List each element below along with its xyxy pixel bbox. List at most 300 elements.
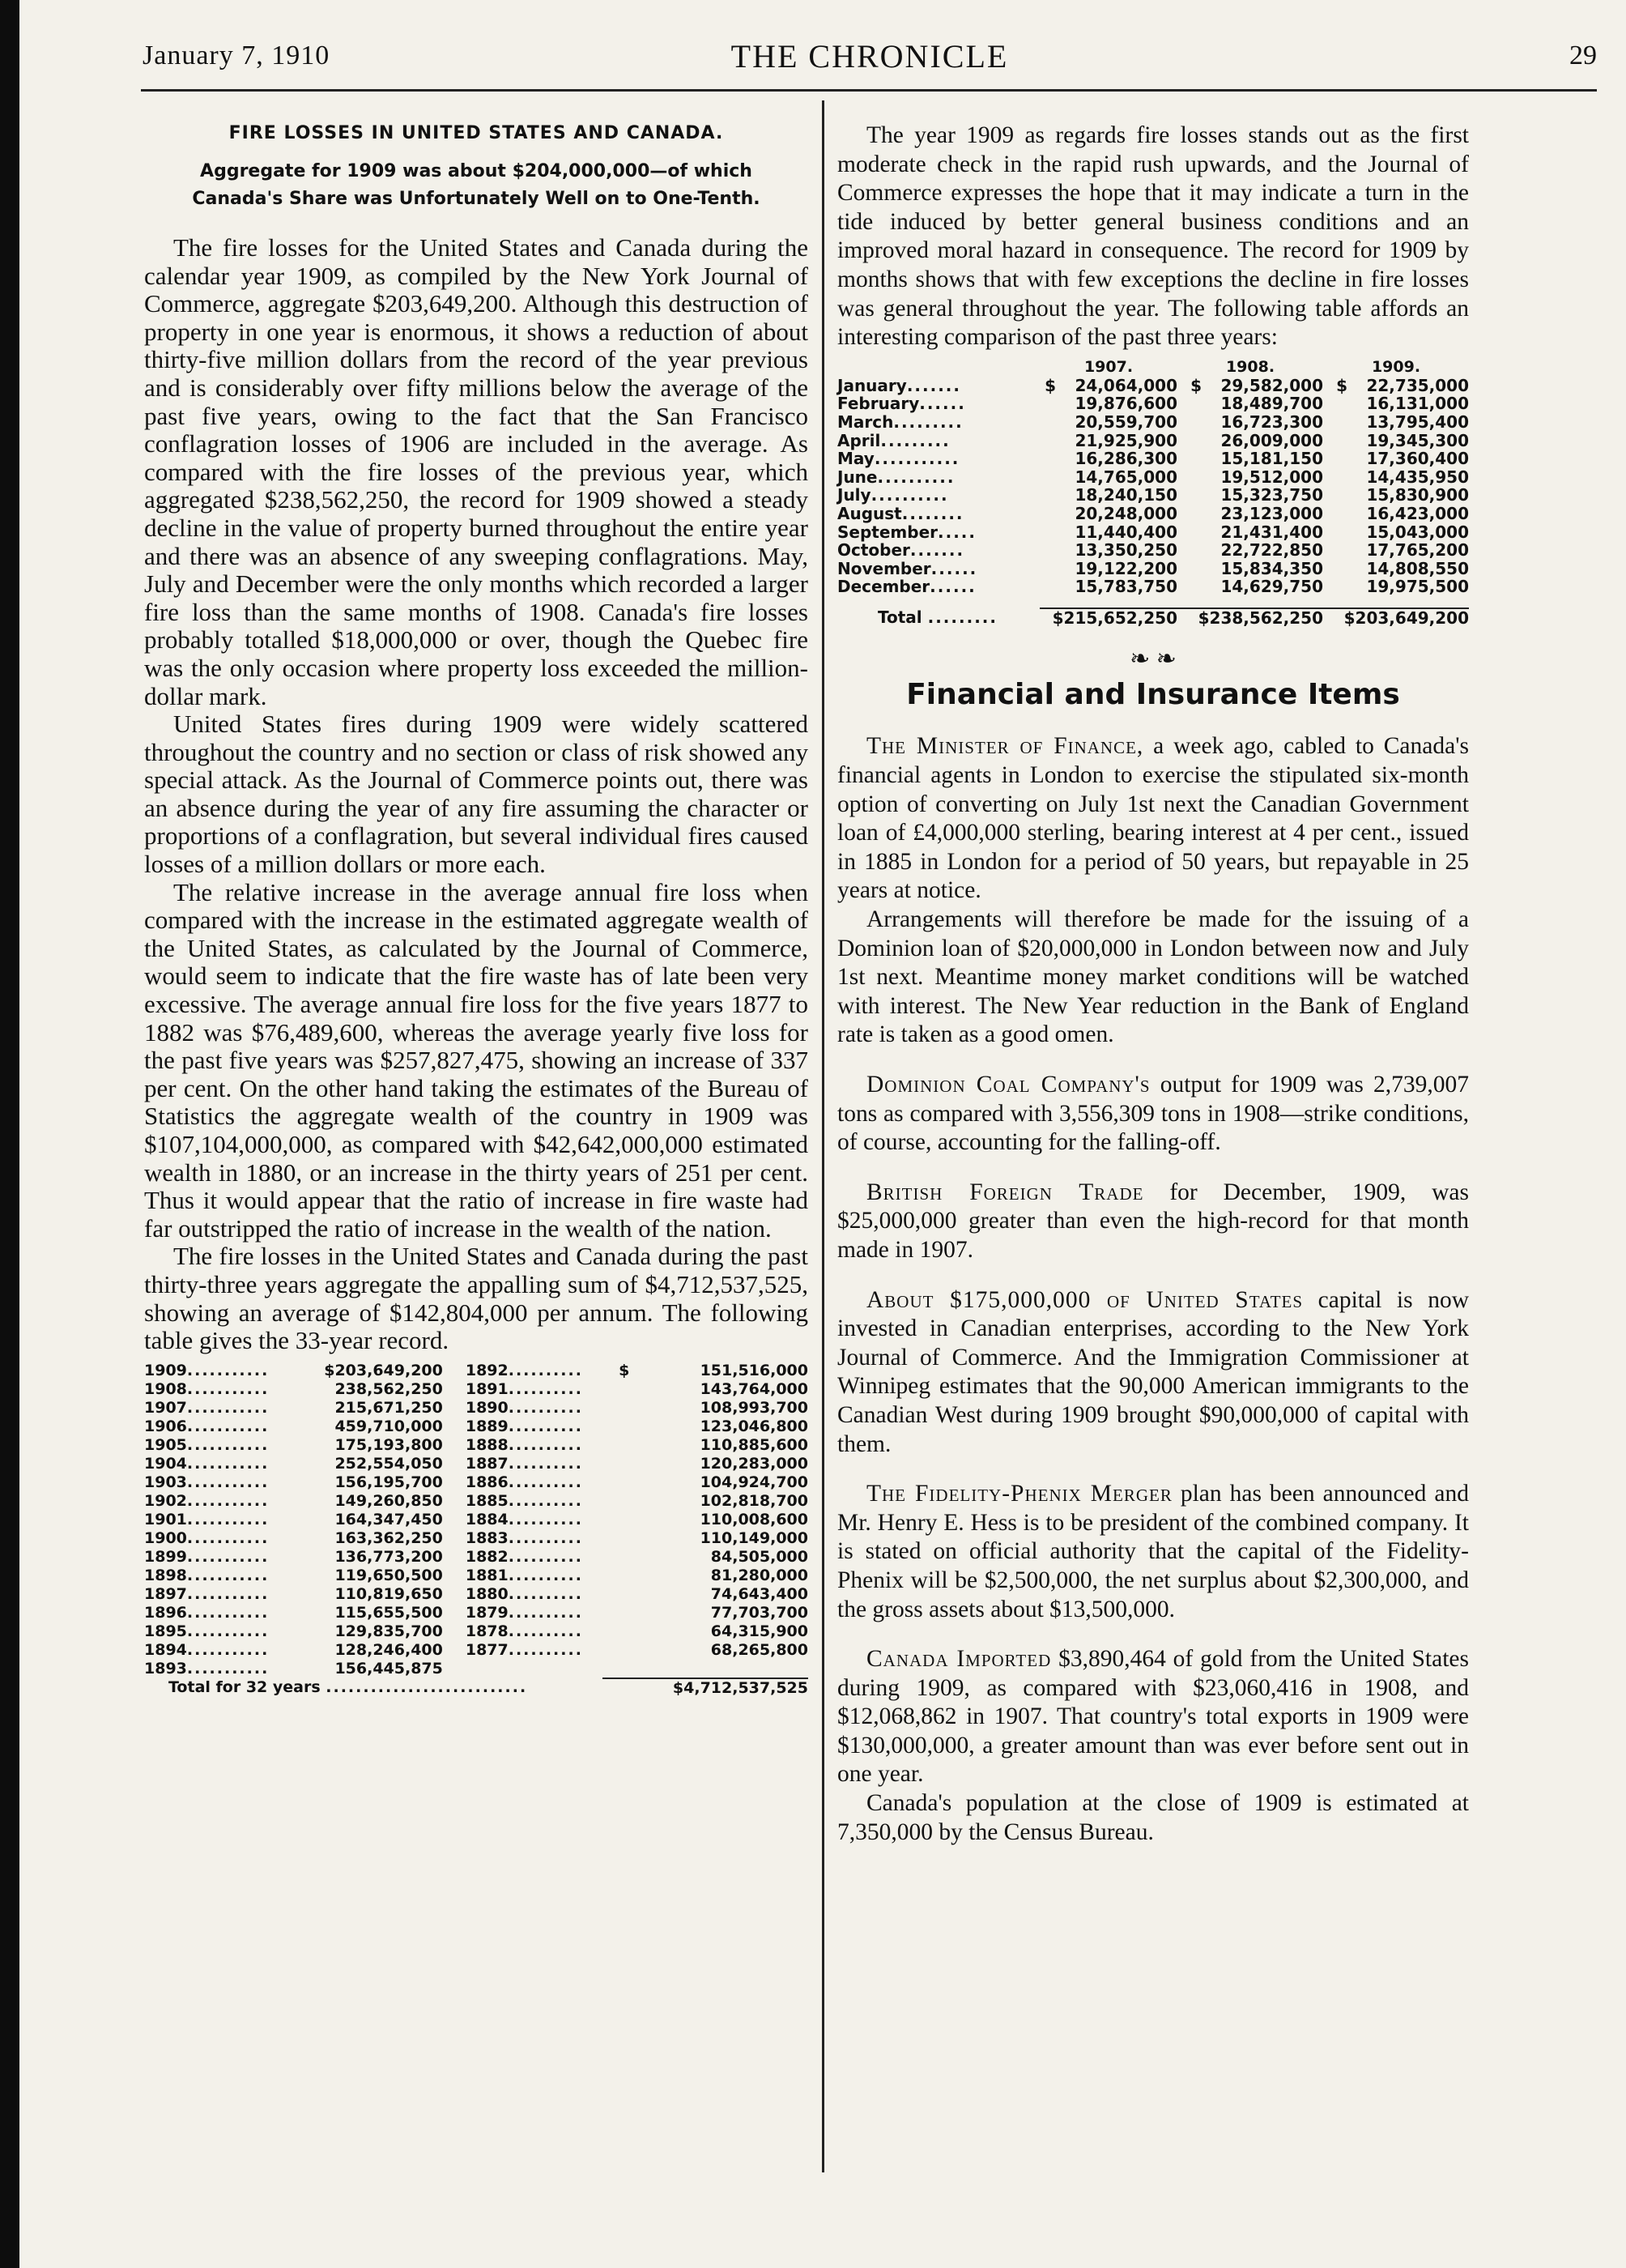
month-label: June <box>837 467 878 487</box>
table-row <box>144 1529 808 1548</box>
table-row <box>837 505 1469 523</box>
news-item <box>837 1179 1469 1265</box>
loss-cell: 115,655,500 <box>334 1603 443 1622</box>
table-row <box>144 1399 808 1418</box>
currency-cell <box>1040 523 1056 542</box>
loss-cell: 77,703,700 <box>710 1603 808 1622</box>
loss-1909: 19,975,500 <box>1366 577 1469 597</box>
currency-cell <box>1177 468 1202 487</box>
loss-1907: 20,248,000 <box>1075 503 1177 523</box>
running-header <box>143 37 1597 86</box>
loss-1908: 22,722,850 <box>1220 540 1323 561</box>
section-ornament: ❧ ❧ <box>1130 646 1177 673</box>
year-cell: 1887 <box>465 1454 509 1473</box>
leader-dots: ...... <box>919 394 966 414</box>
monthly-loss-table <box>837 357 1469 628</box>
leader-dots: ........... <box>186 1379 270 1398</box>
leader-dots: ........... <box>186 1603 270 1622</box>
leader-dots: .......... <box>508 1417 583 1435</box>
leader-dots: .......... <box>508 1491 583 1510</box>
news-item-text: capital is now invested in Canadian enterprises, according to the New York Journal of Commerce. And the Immigration Commissioner at Winnipeg estimates that the 90,000 American immigrants to the Canadian West during 1909 brought $90,000,000 of capital with them. <box>837 1286 1469 1457</box>
loss-1909: 15,043,000 <box>1366 522 1469 542</box>
news-item-lead: British Foreign Trade <box>866 1179 1144 1205</box>
month-cell <box>837 377 1040 395</box>
item-spacer <box>837 1459 1469 1480</box>
news-item-text: a week ago, cabled to Canada's financial agents in London to exercise the stipulated six-month option of converting on July 1st next the Canadian Government loan of £4,000,000 sterling, bearing interest at 4 per cent., issued in 1885 in London for a period of 50 years, but repayable in 25 years at notice. <box>837 733 1469 904</box>
currency-cell <box>1323 413 1347 432</box>
leader-dots: .......... <box>870 485 949 505</box>
paragraph: The relative increase in the average annual fire loss when compared with the increase in the estimated aggregate wealth of the United States, as calculated by the Journal of Commerce, would seem to indicate that the fire waste has of late been very excessive. The average annual fire loss for the five years 1877 to 1882 was $76,489,600, whereas the average yearly five loss for the past five years was $257,827,475, showing an increase of 337 per cent. On the other hand taking the estimates of the Bureau of Statistics the aggregate wealth of the country in 1909 was $107,104,000,000, as compared with $42,642,000,000 estimated wealth in 1880, or an increase in the thirty years of 251 per cent. Thus it would appear that the ratio of increase in fire waste had far outstripped the ratio of increase in the wealth of the nation. <box>144 877 808 1243</box>
news-items <box>837 732 1469 1847</box>
currency-cell <box>1323 560 1347 578</box>
loss-1909: 15,830,900 <box>1366 485 1469 505</box>
loss-cell: 149,260,850 <box>334 1491 443 1510</box>
currency-cell <box>1323 468 1347 487</box>
month-cell <box>837 486 1040 505</box>
column-divider <box>822 100 824 2172</box>
leader-dots: .......... <box>508 1528 583 1547</box>
loss-1908: 15,834,350 <box>1220 558 1323 578</box>
news-item-text: plan has been announced and Mr. Henry E. Hess is to be president of the combined company. It is stated on official authority that the capital of the Fidelity-Phenix will be $2,500,000, the net surplus about $2,300,000, and the gross assets about $13,500,000. <box>837 1481 1469 1622</box>
yearly-loss-table <box>144 1362 808 1698</box>
year-cell: 1877 <box>465 1640 509 1659</box>
year-cell: 1889 <box>465 1417 509 1435</box>
currency-cell <box>1177 486 1202 505</box>
loss-1908: 18,489,700 <box>1220 394 1323 414</box>
year-cell: 1898 <box>144 1566 187 1584</box>
loss-1907: 19,876,600 <box>1075 394 1177 414</box>
month-cell <box>837 560 1040 578</box>
loss-cell <box>629 1660 808 1678</box>
month-label: September <box>837 522 938 542</box>
month-label: August <box>837 503 902 523</box>
month-cell <box>837 578 1040 596</box>
currency-cell <box>602 1436 629 1455</box>
loss-cell: 163,362,250 <box>334 1528 443 1547</box>
currency-cell: $ <box>1336 375 1347 395</box>
year-cell: 1885 <box>465 1491 509 1510</box>
loss-cell: 104,924,700 <box>700 1473 808 1491</box>
currency-cell <box>1177 394 1202 413</box>
table-row <box>837 394 1469 413</box>
month-label: November <box>837 558 931 578</box>
currency-cell <box>1323 541 1347 560</box>
currency-cell <box>602 1455 629 1473</box>
currency-cell: $ <box>619 1361 630 1379</box>
loss-1907: 14,765,000 <box>1075 467 1177 487</box>
leader-dots: ........... <box>186 1361 270 1379</box>
currency-cell <box>602 1641 629 1660</box>
currency-cell <box>1177 413 1202 432</box>
currency-cell <box>1040 432 1056 450</box>
col-header-1909: 1909. <box>1371 357 1421 376</box>
news-item <box>837 1480 1469 1624</box>
leader-dots: ........... <box>874 449 960 469</box>
monthly-total-label-cell: Total ......... <box>878 608 998 628</box>
year-cell: 1904 <box>144 1454 187 1473</box>
leader-dots: .......... <box>508 1566 583 1584</box>
loss-cell: 156,445,875 <box>334 1659 443 1678</box>
leader-dots: ........... <box>186 1547 270 1566</box>
loss-cell: 84,505,000 <box>710 1547 808 1566</box>
currency-cell: $ <box>1045 375 1056 395</box>
year-cell: 1894 <box>144 1640 187 1659</box>
col-header-1908: 1908. <box>1225 357 1275 376</box>
loss-1907: 11,440,400 <box>1075 522 1177 542</box>
leader-dots: ......... <box>893 411 964 432</box>
table-row <box>837 523 1469 542</box>
year-cell: 1897 <box>144 1584 187 1603</box>
loss-1907: 15,783,750 <box>1075 577 1177 597</box>
news-item-lead: Canada Imported <box>866 1646 1052 1673</box>
loss-1907: 16,286,300 <box>1075 449 1177 469</box>
loss-1909: 19,345,300 <box>1366 430 1469 450</box>
leader-dots: ........... <box>186 1528 270 1547</box>
month-label: March <box>837 411 894 432</box>
loss-cell: 119,650,500 <box>334 1566 443 1584</box>
leader-dots: ....... <box>906 375 961 395</box>
table-row <box>837 432 1469 450</box>
currency-cell <box>1040 560 1056 578</box>
year-cell: 1906 <box>144 1417 187 1435</box>
leader-dots: ........... <box>186 1584 270 1603</box>
loss-1908: 15,323,750 <box>1220 485 1323 505</box>
table-row <box>837 450 1469 468</box>
loss-cell: 129,835,700 <box>334 1622 443 1640</box>
leader-dots: ........... <box>186 1491 270 1510</box>
loss-1909: 14,435,950 <box>1366 467 1469 487</box>
item-spacer <box>837 1624 1469 1645</box>
loss-1908: 29,582,000 <box>1220 375 1323 395</box>
year-cell: 1891 <box>465 1379 509 1398</box>
table-row <box>837 560 1469 578</box>
currency-cell <box>1040 468 1056 487</box>
paragraph: The fire losses for the United States and Canada during the calendar year 1909, as compiled by the New York Journal of Commerce, aggregate $203,649,200. Although this destruction of property in one year is enormous, it shows a reduction of about thirty-five million dollars from the record of the year previous and is considerably over fifty millions below the average of the past five years, owing to the fact that the San Francisco conflagration losses of 1906 are included in the average. As compared with the fire losses of the previous year, which aggregated $238,562,250, the record for 1909 showed a steady decline in the value of property burned throughout the entire year and there was an absence of any sweeping conflagrations. May, July and December were the only months which recorded a larger fire loss than the same months of 1908. Canada's fire losses probably totalled $18,000,000 or over, though the Quebec fire was the only occasion where property loss exceeded the million-dollar mark. <box>144 233 808 710</box>
currency-cell <box>1040 578 1056 596</box>
currency-cell <box>602 1660 629 1678</box>
currency-cell <box>1040 505 1056 523</box>
news-item <box>837 1286 1469 1460</box>
news-item <box>837 1645 1469 1789</box>
right-column <box>837 122 1469 1847</box>
yearly-total: $4,712,537,525 <box>602 1678 808 1698</box>
year-cell: 1909 <box>144 1361 187 1379</box>
leader-dots <box>509 1660 603 1678</box>
section-title: Financial and Insurance Items <box>906 678 1400 712</box>
year-cell: 1901 <box>144 1510 187 1528</box>
currency-cell <box>1177 450 1202 468</box>
yearly-total-label: Total for 32 years <box>168 1678 321 1697</box>
monthly-total-label: Total <box>878 608 922 628</box>
table-row <box>144 1511 808 1529</box>
table-row <box>144 1641 808 1660</box>
year-cell: 1907 <box>144 1398 187 1417</box>
year-cell: 1886 <box>465 1473 509 1491</box>
year-cell <box>443 1660 509 1678</box>
loss-cell: 252,554,050 <box>334 1454 443 1473</box>
header-rule <box>141 89 1597 92</box>
currency-cell <box>1177 560 1202 578</box>
loss-1908: 23,123,000 <box>1220 503 1323 523</box>
year-cell: 1881 <box>465 1566 509 1584</box>
month-label: April <box>837 430 881 450</box>
news-item-lead: The Fidelity-Phenix Merger <box>866 1481 1173 1507</box>
month-cell <box>837 413 1040 432</box>
currency-cell <box>602 1418 629 1436</box>
loss-1908: 21,431,400 <box>1220 522 1323 542</box>
loss-1908: 16,723,300 <box>1220 411 1323 432</box>
article-heading: FIRE LOSSES IN UNITED STATES AND CANADA. <box>228 123 724 143</box>
leader-dots: ....... <box>909 540 965 561</box>
year-cell: 1893 <box>144 1659 187 1678</box>
table-row <box>144 1604 808 1622</box>
table-row <box>144 1567 808 1585</box>
currency-cell <box>602 1492 629 1511</box>
month-cell <box>837 523 1040 542</box>
leader-dots: ........... <box>186 1659 270 1678</box>
currency-cell <box>1040 394 1056 413</box>
loss-cell: 110,149,000 <box>700 1528 808 1547</box>
item-spacer <box>837 1050 1469 1071</box>
year-cell: 1903 <box>144 1473 187 1491</box>
table-row <box>837 541 1469 560</box>
year-cell: 1884 <box>465 1510 509 1528</box>
currency-cell <box>602 1399 629 1418</box>
loss-cell: 68,265,800 <box>710 1640 808 1659</box>
col-header-1907: 1907. <box>1083 357 1134 376</box>
currency-cell <box>602 1585 629 1604</box>
leader-dots: ........... <box>186 1417 270 1435</box>
total-1909: $203,649,200 <box>1323 608 1469 628</box>
paragraph: The year 1909 as regards fire losses stands out as the first moderate check in the rapid rush upwards, and the Journal of Commerce expresses the hope that it may indicate a turn in the tide induced by better general business conditions and an improved moral hazard in consequence. The record for 1909 by months shows that with few exceptions the decline in fire losses was general throughout the year. The following table affords an interesting comparison of the past three years: <box>837 122 1469 351</box>
loss-1907: 21,925,900 <box>1075 430 1177 450</box>
leader-dots: ..... <box>938 522 977 542</box>
loss-1908: 15,181,150 <box>1220 449 1323 469</box>
loss-cell: 120,283,000 <box>700 1454 808 1473</box>
leader-dots: ........ <box>901 503 964 523</box>
month-label: February <box>837 394 920 414</box>
loss-cell: 238,562,250 <box>334 1379 443 1398</box>
currency-cell <box>1177 578 1202 596</box>
loss-cell: 156,195,700 <box>334 1473 443 1491</box>
year-cell: 1899 <box>144 1547 187 1566</box>
month-label: December <box>837 577 930 597</box>
news-item-text: for December, 1909, was $25,000,000 greater than even the high-record for that month made in 1907. <box>837 1179 1469 1263</box>
table-row <box>144 1455 808 1473</box>
table-row <box>144 1473 808 1492</box>
currency-cell <box>1177 523 1202 542</box>
loss-1909: 13,795,400 <box>1366 411 1469 432</box>
loss-cell: 175,193,800 <box>334 1435 443 1454</box>
month-cell <box>837 468 1040 487</box>
currency-cell <box>1040 541 1056 560</box>
currency-cell <box>1177 505 1202 523</box>
table-row <box>144 1622 808 1641</box>
year-cell: 1900 <box>144 1528 187 1547</box>
loss-cell: 123,046,800 <box>700 1417 808 1435</box>
leader-dots: .......... <box>508 1454 583 1473</box>
loss-cell: 459,710,000 <box>334 1417 443 1435</box>
currency-cell <box>1323 394 1347 413</box>
leader-dots: ........... <box>186 1566 270 1584</box>
year-cell: 1879 <box>465 1603 509 1622</box>
currency-cell <box>1040 450 1056 468</box>
loss-1909: 16,423,000 <box>1366 503 1469 523</box>
loss-1907: 18,240,150 <box>1075 485 1177 505</box>
loss-1909: 14,808,550 <box>1366 558 1469 578</box>
leader-dots: .......... <box>508 1473 583 1491</box>
loss-cell: 110,008,600 <box>700 1510 808 1528</box>
year-cell: 1890 <box>465 1398 509 1417</box>
currency-cell <box>1323 505 1347 523</box>
loss-1907: 24,064,000 <box>1075 375 1177 395</box>
news-item <box>837 1789 1469 1847</box>
loss-1909: 17,360,400 <box>1366 449 1469 469</box>
table-row <box>144 1548 808 1567</box>
leader-dots: .......... <box>508 1510 583 1528</box>
news-item-lead: About $175,000,000 of United States <box>866 1286 1304 1313</box>
table-row <box>837 486 1469 505</box>
news-item-text: $3,890,464 of gold from the United States during 1909, as compared with $23,060,416 in 1908, and $12,068,862 in 1907. That country's total exports in 1909 were $130,000,000, a greater amount than was ever before sent out in one year. <box>837 1646 1469 1788</box>
loss-cell: 81,280,000 <box>710 1566 808 1584</box>
loss-1908: 14,629,750 <box>1220 577 1323 597</box>
month-label: January <box>837 375 907 395</box>
leader-dots: ........... <box>186 1640 270 1659</box>
news-item-text: Arrangements will therefore be made for the issuing of a Dominion loan of $20,000,000 in London between now and July 1st next. Meantime money market conditions will be watched with interest. The New Year reduction in the Bank of England rate is taken as a good omen. <box>837 906 1469 1048</box>
leader-dots: ........... <box>186 1473 270 1491</box>
loss-1907: 20,559,700 <box>1075 411 1177 432</box>
month-label: May <box>837 449 875 469</box>
year-cell: 1878 <box>465 1622 509 1640</box>
loss-1908: 19,512,000 <box>1220 467 1323 487</box>
leader-dots: .......... <box>508 1435 583 1454</box>
currency-cell <box>602 1567 629 1585</box>
news-item-text: Canada's population at the close of 1909 is estimated at 7,350,000 by the Census Bureau. <box>837 1790 1469 1845</box>
year-cell: 1902 <box>144 1491 187 1510</box>
table-row <box>144 1418 808 1436</box>
table-row <box>144 1380 808 1399</box>
loss-cell: 110,885,600 <box>700 1435 808 1454</box>
news-item-lead: Dominion Coal Company's <box>866 1072 1151 1098</box>
year-cell: 1882 <box>465 1547 509 1566</box>
currency-cell <box>602 1511 629 1529</box>
news-item <box>837 906 1469 1050</box>
year-cell: 1895 <box>144 1622 187 1640</box>
month-cell <box>837 541 1040 560</box>
publication-title: THE CHRONICLE <box>730 38 1009 75</box>
loss-cell: 136,773,200 <box>334 1547 443 1566</box>
issue-date: January 7, 1910 <box>143 40 330 70</box>
loss-cell: 108,993,700 <box>700 1398 808 1417</box>
loss-cell: $203,649,200 <box>324 1361 443 1379</box>
currency-cell <box>1323 578 1347 596</box>
currency-cell <box>602 1473 629 1492</box>
leader-dots: .......... <box>508 1547 583 1566</box>
leader-dots: ...... <box>930 558 978 578</box>
year-cell: 1896 <box>144 1603 187 1622</box>
leader-dots: ........... <box>186 1622 270 1640</box>
news-item-text: output for 1909 was 2,739,007 tons as compared with 3,556,309 tons in 1908—strike conditions, of course, accounting for the falling-off. <box>837 1072 1470 1156</box>
leader-dots: .......... <box>508 1584 583 1603</box>
total-1908: $238,562,250 <box>1177 608 1323 628</box>
loss-1907: 13,350,250 <box>1075 540 1177 561</box>
currency-cell: $ <box>1190 375 1202 395</box>
loss-1907: 19,122,200 <box>1075 558 1177 578</box>
paragraph: The fire losses in the United States and Canada during the past thirty-three years aggregate the appalling sum of $4,712,537,525, showing an average of $142,804,000 per annum. The following table gives the 33-year record. <box>144 1242 808 1355</box>
page-number: 29 <box>1569 40 1597 70</box>
month-label: October <box>837 540 910 561</box>
leader-dots: .......... <box>508 1379 583 1398</box>
month-cell <box>837 394 1040 413</box>
newspaper-page <box>19 0 1626 2268</box>
table-row <box>144 1585 808 1604</box>
year-cell: 1883 <box>465 1528 509 1547</box>
loss-cell: 102,818,700 <box>700 1491 808 1510</box>
leader-dots: ......... <box>880 430 951 450</box>
loss-cell: 74,643,400 <box>710 1584 808 1603</box>
news-item-lead: The Minister of Finance, <box>866 733 1144 760</box>
leader-dots: ........... <box>186 1398 270 1417</box>
news-item <box>837 732 1469 906</box>
table-row <box>144 1436 808 1455</box>
loss-cell: 128,246,400 <box>334 1640 443 1659</box>
currency-cell <box>1177 541 1202 560</box>
currency-cell <box>1040 413 1056 432</box>
loss-cell: 215,671,250 <box>334 1398 443 1417</box>
total-1907: $215,652,250 <box>1040 608 1177 628</box>
currency-cell <box>1323 450 1347 468</box>
loss-cell: 143,764,000 <box>700 1379 808 1398</box>
loss-1909: 16,131,000 <box>1366 394 1469 414</box>
year-cell: 1892 <box>465 1361 509 1379</box>
loss-1909: 22,735,000 <box>1366 375 1469 395</box>
month-cell <box>837 450 1040 468</box>
year-cell: 1888 <box>465 1435 509 1454</box>
table-row <box>837 377 1469 395</box>
leader-dots: ........... <box>186 1454 270 1473</box>
currency-cell <box>1323 523 1347 542</box>
leader-dots: .......... <box>508 1398 583 1417</box>
year-cell: 1880 <box>465 1584 509 1603</box>
loss-cell: 64,315,900 <box>710 1622 808 1640</box>
currency-cell <box>1323 432 1347 450</box>
left-column <box>144 120 808 1698</box>
currency-cell <box>602 1622 629 1641</box>
currency-cell <box>1323 486 1347 505</box>
leader-dots: .......... <box>508 1640 583 1659</box>
paragraph: United States fires during 1909 were widely scattered throughout the country and no section or class of risk showed any special attack. As the Journal of Commerce points out, there was an absence during the year of any fire assuming the character or proportions of a conflagration, but several individual fires caused losses of a million dollars or more each. <box>144 710 808 879</box>
loss-1909: 17,765,200 <box>1366 540 1469 561</box>
year-cell: 1905 <box>144 1435 187 1454</box>
table-row <box>837 413 1469 432</box>
currency-cell <box>602 1604 629 1622</box>
table-row <box>144 1362 808 1380</box>
table-row <box>144 1660 808 1678</box>
currency-cell <box>1040 486 1056 505</box>
leader-dots: .......... <box>877 467 956 487</box>
currency-cell <box>602 1548 629 1567</box>
month-cell <box>837 432 1040 450</box>
leader-dots: ........... <box>186 1510 270 1528</box>
loss-1908: 26,009,000 <box>1220 430 1323 450</box>
item-spacer <box>837 1157 1469 1179</box>
month-label: July <box>837 485 871 505</box>
table-row <box>837 468 1469 487</box>
leader-dots: .......... <box>508 1622 583 1640</box>
table-row <box>144 1492 808 1511</box>
leader-dots: .......... <box>508 1603 583 1622</box>
currency-cell <box>602 1380 629 1399</box>
